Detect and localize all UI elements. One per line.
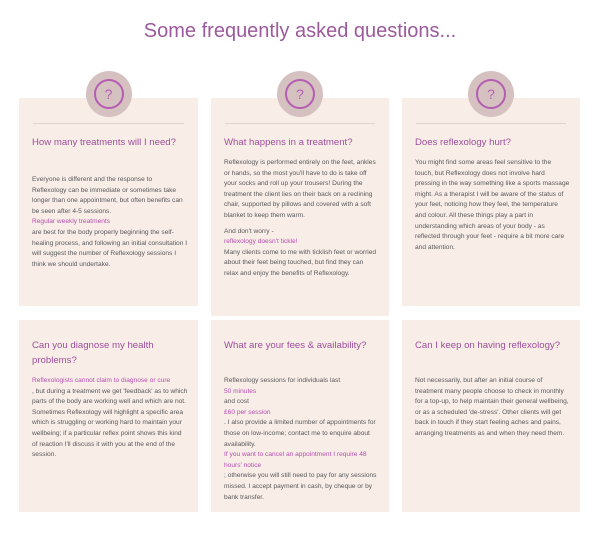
faq-answer: [415, 376, 570, 440]
answer-highlight: 50 minutes: [224, 387, 257, 395]
answer-text: You might find some areas feel sensitive to the touch, but Reflexology does not involve hard pressing in the way something like a sports massage might. As a therapist I will be aware of the status of your feet, noticing how they feel, the temperature and colour. All these things play a part in understanding which areas of your body - as reflected through your feet - require a bit more care and attention.: [415, 159, 570, 251]
question-mark-circle-icon: ?: [285, 79, 315, 109]
faq-question: Can I keep on having reflexology?: [415, 340, 561, 351]
divider: [225, 123, 375, 124]
answer-text: and cost: [224, 398, 249, 406]
answer-highlight: reflexology doesn't tickle!: [224, 238, 298, 246]
answer-text: And don't worry -: [224, 227, 274, 235]
faq-question: Can you diagnose my health problems?: [32, 340, 154, 366]
answer-text: Many clients come to me with ticklish feet or worried about their feet being touched, but find they can relax and enjoy the benefits of Reflexology.: [224, 248, 377, 277]
answer-text: , but during a treatment we get 'feedback' as to which parts of the body are working well and which are not. Sometimes Reflexology will highlight a specific area which is struggling or working hard to maintain your wellbeing; if a particular reflex point shows this kind of reaction I'll discuss it with you at the end of the session.: [32, 387, 188, 459]
faq-question: What happens in a treatment?: [224, 137, 353, 148]
faq-question: Does reflexology hurt?: [415, 137, 511, 148]
faq-card-diagnose: [19, 320, 198, 512]
faq-answer: [415, 158, 570, 253]
answer-text: Reflexology sessions for individuals last: [224, 377, 341, 384]
faq-badge: [277, 71, 323, 117]
faq-card-fees: [211, 320, 389, 512]
page-title: Some frequently asked questions...: [143, 20, 457, 42]
answer-highlight: Regular weekly treatments: [32, 218, 111, 226]
answer-highlight: Reflexologists cannot claim to diagnose or cure: [32, 377, 171, 384]
faq-badge: [468, 71, 514, 117]
answer-highlight: If you want to cancel an appointment I require 48 hours' notice: [224, 451, 367, 469]
answer-text: ; otherwise you will still need to pay for any sessions missed. I accept payment in cash, by cheque or by bank transfer.: [224, 472, 377, 501]
answer-text: Reflexology is performed entirely on the feet, ankles or hands, so the most you'll have to do is take off your socks and roll up your trousers! During the treatment the client lies on their back on a reclining chair, supported by pillows and covered with a soft blanket to keep them warm.: [224, 159, 376, 219]
faq-answer: [224, 376, 379, 503]
faq-question: What are your fees & availability?: [224, 340, 367, 351]
faq-answer: [224, 158, 379, 280]
faq-card-treatments: [19, 86, 198, 306]
faq-badge: [86, 71, 132, 117]
divider: [416, 123, 566, 124]
divider: [33, 123, 184, 124]
question-mark-circle-icon: ?: [94, 79, 124, 109]
answer-text: Everyone is different and the response to Reflexology can be immediate or sometimes take longer than one appointment, but often benefits can be seen after 4-5 sessions.: [32, 176, 183, 215]
faq-card-does-it-hurt: [402, 86, 580, 306]
question-mark-circle-icon: ?: [476, 79, 506, 109]
faq-question: How many treatments will I need?: [32, 137, 176, 148]
answer-text: are best for the body properly beginning the self-healing process, and following an initial consultation I will suggest the number of Reflexology sessions I think we should undertake.: [32, 228, 188, 268]
answer-text: Not necessarily, but after an initial course of treatment many people choose to check in monthly for a top-up, to help maintain their general wellbeing, or as a scheduled 'de-stress'. Other clients will get back in touch if they start feeling aches and pains, arranging treatments as and when they need them.: [415, 377, 569, 437]
faq-card-keep-having: [402, 320, 580, 512]
answer-text: . I also provide a limited number of appointments for those on low-income; contact me to enquire about availability.: [224, 419, 376, 448]
answer-highlight: £60 per session: [224, 408, 271, 416]
faq-answer: [32, 376, 188, 461]
faq-card-what-happens: [211, 86, 389, 316]
faq-answer: [32, 175, 188, 270]
